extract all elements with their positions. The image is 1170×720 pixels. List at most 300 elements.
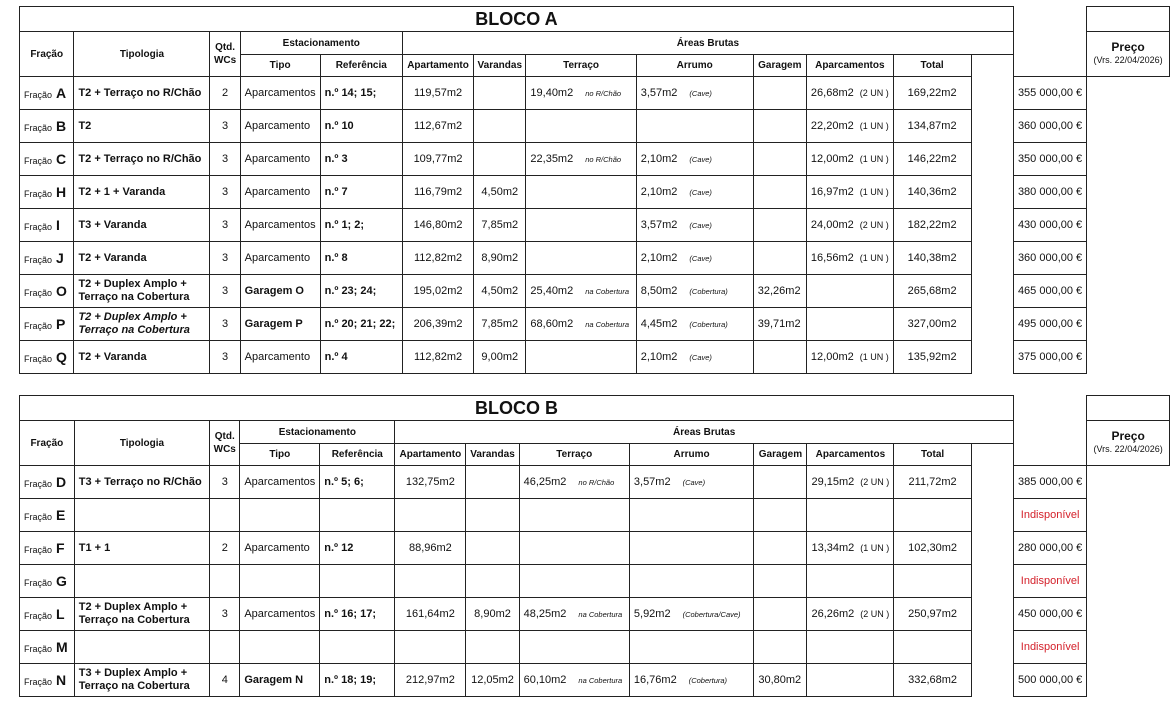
referencia-cell: n.º 12 <box>320 532 395 565</box>
varandas-cell: 12,05m2 <box>466 664 519 697</box>
preco-cell: 360 000,00 € <box>1013 110 1086 143</box>
varandas-cell: 8,90m2 <box>466 598 519 631</box>
apartamento-cell: 132,75m2 <box>395 466 466 499</box>
header-fracao: Fração <box>20 32 74 77</box>
referencia-cell: n.º 16; 17; <box>320 598 395 631</box>
apartamento-cell: 112,82m2 <box>402 341 473 374</box>
total-cell: 134,87m2 <box>893 110 971 143</box>
fracao-cell <box>20 466 75 499</box>
terraco-cell <box>519 598 629 631</box>
table-row <box>20 466 1170 499</box>
wcs-cell: 3 <box>210 176 240 209</box>
fracao-cell <box>20 143 74 176</box>
arrumo-value: 4,45m2 <box>640 318 678 330</box>
header-tipologia: Tipologia <box>74 32 210 77</box>
wcs-cell <box>210 499 240 532</box>
terraco-cell <box>526 308 636 341</box>
wcs-cell: 3 <box>210 143 240 176</box>
header-wcs: WCs <box>213 444 236 455</box>
terraco-cell <box>519 466 629 499</box>
terraco-value: 68,60m2 <box>530 318 574 330</box>
header-apartamento: Apartamento <box>395 444 466 466</box>
fracao-cell <box>20 341 74 374</box>
arrumo-note: (Cave) <box>689 353 712 362</box>
aparcamentos-un: (2 UN ) <box>860 609 890 619</box>
aparcamentos-value: 26,26m2 <box>811 608 855 620</box>
aparcamentos-cell <box>806 110 893 143</box>
preco-cell: 495 000,00 € <box>1013 308 1086 341</box>
fracao-letter: N <box>56 672 67 688</box>
garagem-cell <box>754 499 807 532</box>
table-row <box>20 209 1170 242</box>
apartamento-cell: 109,77m2 <box>402 143 473 176</box>
table-row <box>20 242 1170 275</box>
fracao-cell <box>20 565 75 598</box>
block-title: BLOCO B <box>20 396 1014 421</box>
header-referencia: Referência <box>320 55 402 77</box>
header-tipo: Tipo <box>240 444 320 466</box>
apartamento-cell: 195,02m2 <box>402 275 473 308</box>
terraco-note: na Cobertura <box>578 610 623 619</box>
aparcamentos-value: 13,34m2 <box>811 542 855 554</box>
fracao-letter: C <box>56 151 67 167</box>
varandas-cell: 7,85m2 <box>474 308 526 341</box>
preco-cell: Indisponível <box>1014 565 1087 598</box>
aparcamentos-cell <box>806 209 893 242</box>
varandas-cell <box>474 110 526 143</box>
header-qtd-wcs <box>210 32 240 77</box>
tipo-cell <box>240 499 320 532</box>
wcs-cell: 3 <box>210 110 240 143</box>
apartamento-cell: 119,57m2 <box>402 77 473 110</box>
arrumo-value: 2,10m2 <box>640 186 678 198</box>
varandas-cell <box>474 77 526 110</box>
referencia-cell: n.º 8 <box>320 242 402 275</box>
apartamento-cell: 88,96m2 <box>395 532 466 565</box>
arrumo-cell <box>629 664 753 697</box>
arrumo-cell <box>636 242 753 275</box>
tipo-cell: Garagem O <box>240 275 320 308</box>
aparcamentos-cell <box>806 308 893 341</box>
tipologia-cell: T2 + Varanda <box>74 242 210 275</box>
fracao-label: Fração <box>24 123 53 133</box>
table-row <box>20 341 1170 374</box>
tipo-cell <box>240 631 320 664</box>
arrumo-cell <box>636 110 753 143</box>
arrumo-cell <box>629 466 753 499</box>
tipologia-cell: T2 + Varanda <box>74 341 210 374</box>
referencia-cell: n.º 20; 21; 22; <box>320 308 402 341</box>
fracao-cell <box>20 77 74 110</box>
aparcamentos-value: 16,56m2 <box>810 252 854 264</box>
terraco-cell <box>526 242 636 275</box>
varandas-cell <box>466 565 519 598</box>
arrumo-note: (Cobertura/Cave) <box>682 610 741 619</box>
tipologia-cell: T1 + 1 <box>74 532 209 565</box>
arrumo-value: 2,10m2 <box>640 351 678 363</box>
total-cell: 327,00m2 <box>893 308 971 341</box>
terraco-cell <box>519 631 629 664</box>
aparcamentos-value: 26,68m2 <box>810 87 854 99</box>
fracao-label: Fração <box>24 677 53 687</box>
terraco-value: 48,25m2 <box>523 608 567 620</box>
tipo-cell: Garagem P <box>240 308 320 341</box>
terraco-note: na Cobertura <box>578 676 623 685</box>
aparcamentos-un: (1 UN ) <box>859 121 889 131</box>
table-row <box>20 532 1170 565</box>
apartamento-cell: 112,82m2 <box>402 242 473 275</box>
varandas-cell: 9,00m2 <box>474 341 526 374</box>
fracao-cell <box>20 176 74 209</box>
arrumo-value: 3,57m2 <box>633 476 671 488</box>
header-varandas: Varandas <box>474 55 526 77</box>
arrumo-cell <box>636 275 753 308</box>
header-arrumo: Arrumo <box>636 55 753 77</box>
header-qtd: Qtd. <box>215 42 236 53</box>
tipologia-cell: T3 + Varanda <box>74 209 210 242</box>
arrumo-value: 3,57m2 <box>640 219 678 231</box>
aparcamentos-cell <box>807 631 894 664</box>
apartamento-cell: 161,64m2 <box>395 598 466 631</box>
arrumo-value: 8,50m2 <box>640 285 678 297</box>
fracao-cell <box>20 499 75 532</box>
terraco-cell <box>519 532 629 565</box>
tipologia-cell: T2 + Duplex Amplo + Terraço na Cobertura <box>74 308 210 341</box>
terraco-note: na Cobertura <box>585 320 629 329</box>
fracao-label: Fração <box>24 189 53 199</box>
varandas-cell <box>474 143 526 176</box>
apartamento-cell: 206,39m2 <box>402 308 473 341</box>
header-preco-date: (Vrs. 22/04/2026) <box>1093 444 1163 454</box>
table-row <box>20 565 1170 598</box>
arrumo-cell <box>636 77 753 110</box>
wcs-cell: 3 <box>210 466 240 499</box>
arrumo-note: (Cave) <box>689 89 712 98</box>
fracao-letter: L <box>56 606 65 622</box>
wcs-cell: 3 <box>210 242 240 275</box>
aparcamentos-cell <box>806 275 893 308</box>
tipologia-cell: T2 + Duplex Amplo + Terraço na Cobertura <box>74 275 210 308</box>
fracao-label: Fração <box>24 479 53 489</box>
aparcamentos-cell <box>807 532 894 565</box>
total-cell: 140,38m2 <box>893 242 971 275</box>
price-table <box>19 6 1170 374</box>
fracao-letter: D <box>56 474 67 490</box>
header-aparcamentos: Aparcamentos <box>807 444 894 466</box>
fracao-label: Fração <box>24 578 53 588</box>
total-cell <box>894 631 972 664</box>
arrumo-value: 16,76m2 <box>633 674 677 686</box>
fracao-cell <box>20 308 74 341</box>
terraco-cell <box>526 143 636 176</box>
terraco-cell <box>526 176 636 209</box>
varandas-cell <box>466 631 519 664</box>
preco-cell: Indisponível <box>1014 499 1087 532</box>
referencia-cell: n.º 4 <box>320 341 402 374</box>
tipo-cell: Aparcamento <box>240 110 320 143</box>
preco-cell: 430 000,00 € <box>1013 209 1086 242</box>
garagem-cell <box>754 532 807 565</box>
fracao-cell <box>20 664 75 697</box>
fracao-cell <box>20 209 74 242</box>
aparcamentos-un: (2 UN ) <box>860 477 890 487</box>
apartamento-cell <box>395 631 466 664</box>
total-cell: 182,22m2 <box>893 209 971 242</box>
table-row <box>20 110 1170 143</box>
arrumo-value: 2,10m2 <box>640 252 678 264</box>
fracao-cell <box>20 598 75 631</box>
wcs-cell: 3 <box>210 598 240 631</box>
aparcamentos-un: (1 UN ) <box>859 154 889 164</box>
terraco-cell <box>526 209 636 242</box>
tipo-cell: Aparcamentos <box>240 209 320 242</box>
arrumo-cell <box>629 532 753 565</box>
terraco-value: 25,40m2 <box>530 285 574 297</box>
referencia-cell: n.º 18; 19; <box>320 664 395 697</box>
wcs-cell: 2 <box>210 77 240 110</box>
referencia-cell: n.º 23; 24; <box>320 275 402 308</box>
arrumo-cell <box>636 176 753 209</box>
varandas-cell: 4,50m2 <box>474 176 526 209</box>
total-cell: 146,22m2 <box>893 143 971 176</box>
tipologia-cell <box>74 499 209 532</box>
preco-cell: 350 000,00 € <box>1013 143 1086 176</box>
terraco-cell <box>526 341 636 374</box>
tipologia-cell: T2 <box>74 110 210 143</box>
header-preco-label: Preço <box>1111 40 1145 54</box>
aparcamentos-value: 12,00m2 <box>810 153 854 165</box>
arrumo-note: (Cave) <box>689 221 712 230</box>
fracao-letter: O <box>56 283 67 299</box>
referencia-cell <box>320 565 395 598</box>
terraco-cell <box>526 275 636 308</box>
header-preco-date: (Vrs. 22/04/2026) <box>1093 55 1163 65</box>
fracao-letter: B <box>56 118 67 134</box>
arrumo-cell <box>629 565 753 598</box>
wcs-cell: 3 <box>210 308 240 341</box>
header-referencia: Referência <box>320 444 395 466</box>
garagem-cell <box>754 631 807 664</box>
garagem-cell: 30,80m2 <box>754 664 807 697</box>
arrumo-cell <box>629 631 753 664</box>
terraco-cell <box>526 77 636 110</box>
referencia-cell: n.º 1; 2; <box>320 209 402 242</box>
arrumo-value: 5,92m2 <box>633 608 671 620</box>
terraco-note: no R/Chão <box>585 89 622 98</box>
tipo-cell: Aparcamento <box>240 341 320 374</box>
terraco-value: 22,35m2 <box>530 153 574 165</box>
header-terraco: Terraço <box>526 55 636 77</box>
arrumo-note: (Cobertura) <box>689 287 728 296</box>
terraco-note: na Cobertura <box>585 287 629 296</box>
varandas-cell <box>466 466 519 499</box>
fracao-letter: Q <box>56 349 67 365</box>
fracao-label: Fração <box>24 512 53 522</box>
aparcamentos-value: 29,15m2 <box>811 476 855 488</box>
arrumo-cell <box>636 341 753 374</box>
table-row <box>20 598 1170 631</box>
arrumo-value: 2,10m2 <box>640 153 678 165</box>
preco-cell: 465 000,00 € <box>1013 275 1086 308</box>
preco-cell: 360 000,00 € <box>1013 242 1086 275</box>
arrumo-cell <box>629 499 753 532</box>
table-row <box>20 77 1170 110</box>
aparcamentos-cell <box>807 565 894 598</box>
table-row <box>20 308 1170 341</box>
tipologia-cell: T3 + Terraço no R/Chão <box>74 466 209 499</box>
tipologia-cell: T2 + Terraço no R/Chão <box>74 143 210 176</box>
arrumo-cell <box>629 598 753 631</box>
garagem-cell <box>754 466 807 499</box>
arrumo-value: 3,57m2 <box>640 87 678 99</box>
garagem-cell: 39,71m2 <box>753 308 806 341</box>
fracao-label: Fração <box>24 611 53 621</box>
header-qtd-wcs <box>210 421 240 466</box>
aparcamentos-cell <box>806 242 893 275</box>
arrumo-note: (Cave) <box>689 155 712 164</box>
fracao-cell <box>20 110 74 143</box>
arrumo-note: (Cobertura) <box>688 676 728 685</box>
referencia-cell <box>320 499 395 532</box>
fracao-letter: M <box>56 639 68 655</box>
table-row <box>20 664 1170 697</box>
fracao-cell <box>20 242 74 275</box>
header-estacionamento: Estacionamento <box>240 421 395 444</box>
fracao-label: Fração <box>24 321 53 331</box>
aparcamentos-value: 12,00m2 <box>810 351 854 363</box>
tipo-cell: Aparcamento <box>240 532 320 565</box>
wcs-cell: 2 <box>210 532 240 565</box>
arrumo-note: (Cave) <box>689 188 712 197</box>
total-cell: 250,97m2 <box>894 598 972 631</box>
preco-cell: 375 000,00 € <box>1013 341 1086 374</box>
header-total: Total <box>893 55 971 77</box>
fracao-label: Fração <box>24 222 53 232</box>
garagem-cell <box>753 176 806 209</box>
arrumo-cell <box>636 308 753 341</box>
fracao-label: Fração <box>24 156 53 166</box>
fracao-letter: G <box>56 573 67 589</box>
preco-cell: 280 000,00 € <box>1014 532 1087 565</box>
preco-cell: 450 000,00 € <box>1014 598 1087 631</box>
tipo-cell: Aparcamento <box>240 242 320 275</box>
aparcamentos-cell <box>807 466 894 499</box>
tipo-cell: Aparcamento <box>240 143 320 176</box>
fracao-label: Fração <box>24 255 53 265</box>
aparcamentos-value: 16,97m2 <box>810 186 854 198</box>
header-preco <box>1087 32 1170 77</box>
terraco-cell <box>519 499 629 532</box>
varandas-cell: 7,85m2 <box>474 209 526 242</box>
aparcamentos-cell <box>807 598 894 631</box>
terraco-cell <box>526 110 636 143</box>
total-cell: 135,92m2 <box>893 341 971 374</box>
total-cell: 211,72m2 <box>894 466 972 499</box>
terraco-value: 19,40m2 <box>530 87 574 99</box>
tipologia-cell: T2 + 1 + Varanda <box>74 176 210 209</box>
garagem-cell <box>753 209 806 242</box>
arrumo-note: (Cave) <box>689 254 712 263</box>
fracao-letter: E <box>56 507 66 523</box>
apartamento-cell: 112,67m2 <box>402 110 473 143</box>
arrumo-note: (Cobertura) <box>689 320 728 329</box>
terraco-cell <box>519 565 629 598</box>
header-arrumo: Arrumo <box>629 444 753 466</box>
aparcamentos-un: (2 UN ) <box>859 88 889 98</box>
aparcamentos-un: (1 UN ) <box>859 187 889 197</box>
header-wcs: WCs <box>213 55 237 66</box>
varandas-cell <box>466 532 519 565</box>
aparcamentos-cell <box>806 176 893 209</box>
fracao-cell <box>20 532 75 565</box>
fracao-letter: I <box>56 217 60 233</box>
price-table <box>19 395 1170 697</box>
apartamento-cell: 116,79m2 <box>402 176 473 209</box>
table-row <box>20 176 1170 209</box>
header-varandas: Varandas <box>466 444 519 466</box>
header-total: Total <box>894 444 972 466</box>
garagem-cell <box>754 565 807 598</box>
block-title: BLOCO A <box>20 7 1014 32</box>
aparcamentos-value: 22,20m2 <box>810 120 854 132</box>
table-row <box>20 143 1170 176</box>
fracao-letter: H <box>56 184 67 200</box>
referencia-cell: n.º 3 <box>320 143 402 176</box>
referencia-cell <box>320 631 395 664</box>
garagem-cell <box>754 598 807 631</box>
tipo-cell: Aparcamento <box>240 176 320 209</box>
preco-cell: Indisponível <box>1014 631 1087 664</box>
header-preco-label: Preço <box>1111 429 1145 443</box>
total-cell: 265,68m2 <box>893 275 971 308</box>
garagem-cell <box>753 143 806 176</box>
aparcamentos-un: (2 UN ) <box>859 220 889 230</box>
table-row <box>20 631 1170 664</box>
preco-cell: 500 000,00 € <box>1014 664 1087 697</box>
fracao-letter: A <box>56 85 67 101</box>
aparcamentos-un: (1 UN ) <box>860 543 890 553</box>
aparcamentos-un: (1 UN ) <box>859 253 889 263</box>
header-qtd: Qtd. <box>214 431 235 442</box>
garagem-cell <box>753 110 806 143</box>
garagem-cell <box>753 242 806 275</box>
garagem-cell <box>753 77 806 110</box>
fracao-letter: F <box>56 540 65 556</box>
terraco-note: no R/Chão <box>578 478 615 487</box>
total-cell: 169,22m2 <box>893 77 971 110</box>
fracao-cell <box>20 631 75 664</box>
header-apartamento: Apartamento <box>402 55 473 77</box>
terraco-value: 46,25m2 <box>523 476 567 488</box>
fracao-label: Fração <box>24 288 53 298</box>
header-aparcamentos: Aparcamentos <box>806 55 893 77</box>
wcs-cell: 3 <box>210 341 240 374</box>
apartamento-cell: 146,80m2 <box>402 209 473 242</box>
aparcamentos-cell <box>807 664 894 697</box>
header-garagem: Garagem <box>754 444 807 466</box>
aparcamentos-cell <box>806 143 893 176</box>
total-cell: 102,30m2 <box>894 532 972 565</box>
bloco-b-table <box>19 395 1170 697</box>
apartamento-cell: 212,97m2 <box>395 664 466 697</box>
garagem-cell: 32,26m2 <box>753 275 806 308</box>
header-terraco: Terraço <box>519 444 629 466</box>
table-row <box>20 275 1170 308</box>
tipo-cell: Garagem N <box>240 664 320 697</box>
header-estacionamento: Estacionamento <box>240 32 402 55</box>
aparcamentos-value: 24,00m2 <box>810 219 854 231</box>
tipo-cell <box>240 565 320 598</box>
